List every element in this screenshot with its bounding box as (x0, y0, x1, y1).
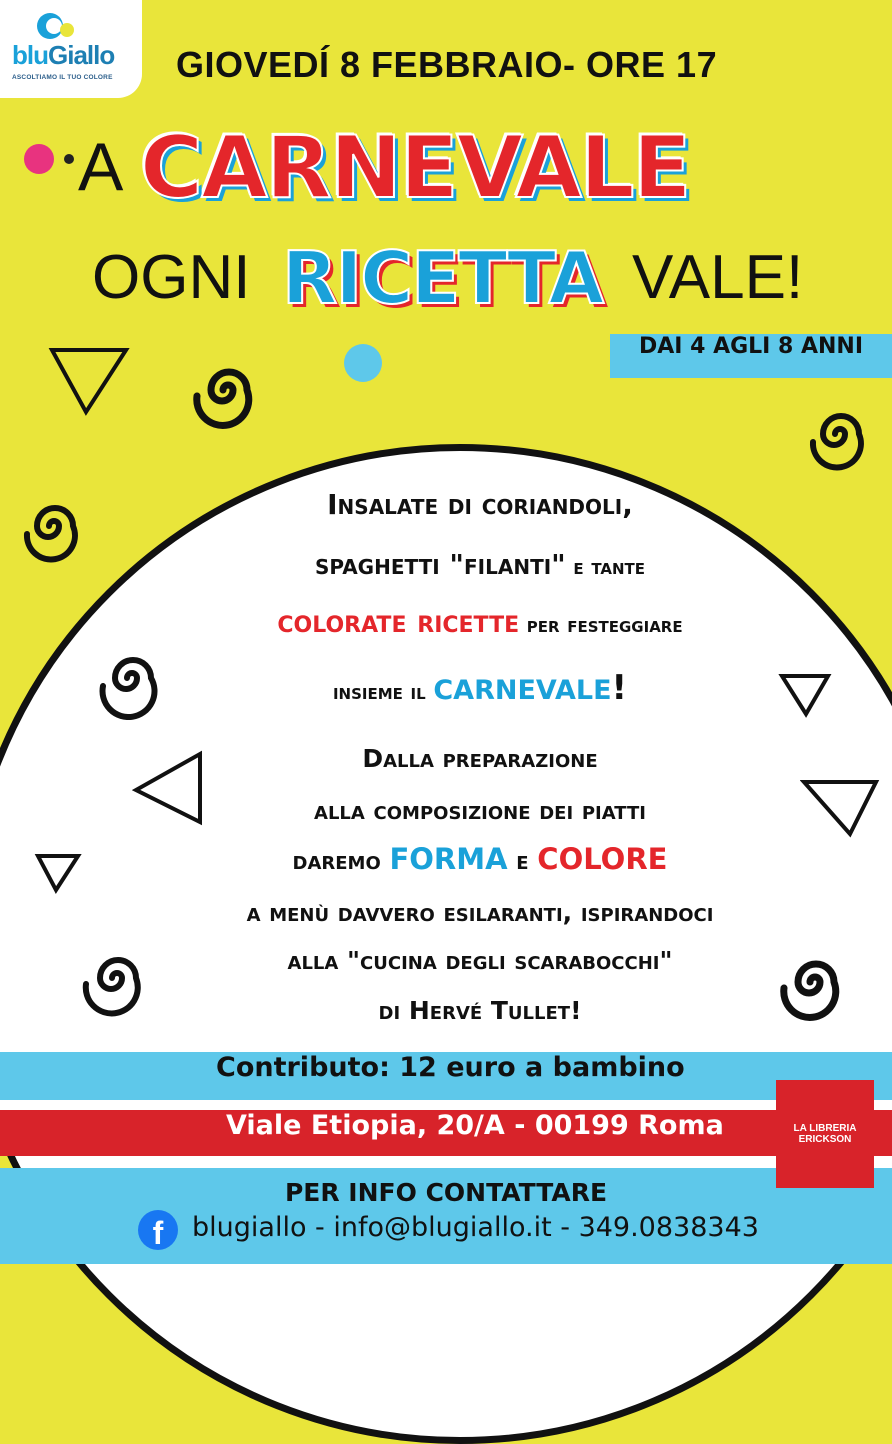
contact-info[interactable]: blugiallo - info@blugiallo.it - 349.0838343 (192, 1212, 759, 1243)
spiral-icon (14, 486, 94, 566)
title-ogni: OGNI (92, 243, 251, 312)
description-line-3b: per festeggiare (519, 613, 683, 638)
logo-name-giallo: Giallo (48, 40, 115, 70)
logo-mark-icon (34, 10, 78, 40)
description-line-8: a menù davvero esilaranti, ispirandoci (246, 898, 714, 927)
age-range-text: DAI 4 AGLI 8 ANNI (638, 334, 864, 359)
description-line-4a: insieme il (332, 680, 434, 705)
description-highlight-forma: FORMA (389, 842, 508, 876)
logo-name-blu: blu (12, 40, 48, 70)
title-ricetta: RICETTA (282, 236, 603, 320)
description-line-6: alla composizione dei piatti (314, 796, 646, 825)
description-line-7a: daremo (292, 846, 390, 875)
description-line-4c: ! (611, 668, 628, 708)
event-date-time: GIOVEDÍ 8 FEBBRAIO- ORE 17 (176, 44, 718, 85)
address-band (0, 1110, 892, 1156)
spiral-icon (182, 350, 272, 430)
age-range-badge (610, 334, 892, 378)
title-a: A (78, 129, 124, 205)
pink-dot-icon (24, 144, 54, 174)
contribution-text: Contributo: 12 euro a bambino (216, 1052, 685, 1083)
logo-name (12, 40, 114, 71)
description-line-9: alla "cucina degli scarabocchi" (287, 946, 673, 975)
address-text: Viale Etiopia, 20/A - 00199 Roma (226, 1110, 724, 1141)
logo-tagline: ASCOLTIAMO IL TUO COLORE (12, 74, 113, 81)
contribution-band (0, 1052, 892, 1100)
description-highlight-colore: COLORE (537, 842, 668, 876)
description-line-3 (120, 604, 840, 640)
spiral-icon (800, 394, 880, 474)
description-line-7 (120, 842, 840, 876)
erickson-logo-line-1: LA LIBRERIA (793, 1123, 857, 1134)
description-highlight-colorate-ricette: colorate ricette (277, 604, 520, 640)
description-line-2a: spaghetti "filanti" (314, 548, 566, 581)
triangle-icon (48, 344, 130, 416)
description-line-2 (120, 548, 840, 581)
description-line-5: Dalla preparazione (362, 744, 598, 773)
description-line-10: di Hervé Tullet! (378, 996, 582, 1025)
facebook-icon[interactable]: f (138, 1210, 178, 1250)
title-vale: VALE! (632, 243, 804, 312)
erickson-logo (776, 1080, 874, 1188)
description-line-4 (120, 664, 840, 708)
description-line-2b: e tante (565, 555, 646, 580)
title-carnevale: CARNEVALE (140, 118, 690, 218)
black-dot-icon (64, 154, 74, 164)
description-line-7c: e (507, 846, 538, 875)
triangle-icon (34, 850, 82, 894)
blue-dot-icon (344, 344, 382, 382)
info-title: PER INFO CONTATTARE (284, 1178, 608, 1207)
erickson-logo-line-2: ERICKSON (798, 1134, 852, 1145)
description-highlight-carnevale: carnevale (433, 664, 612, 708)
description-line-1: Insalate di coriandoli, (327, 488, 633, 521)
